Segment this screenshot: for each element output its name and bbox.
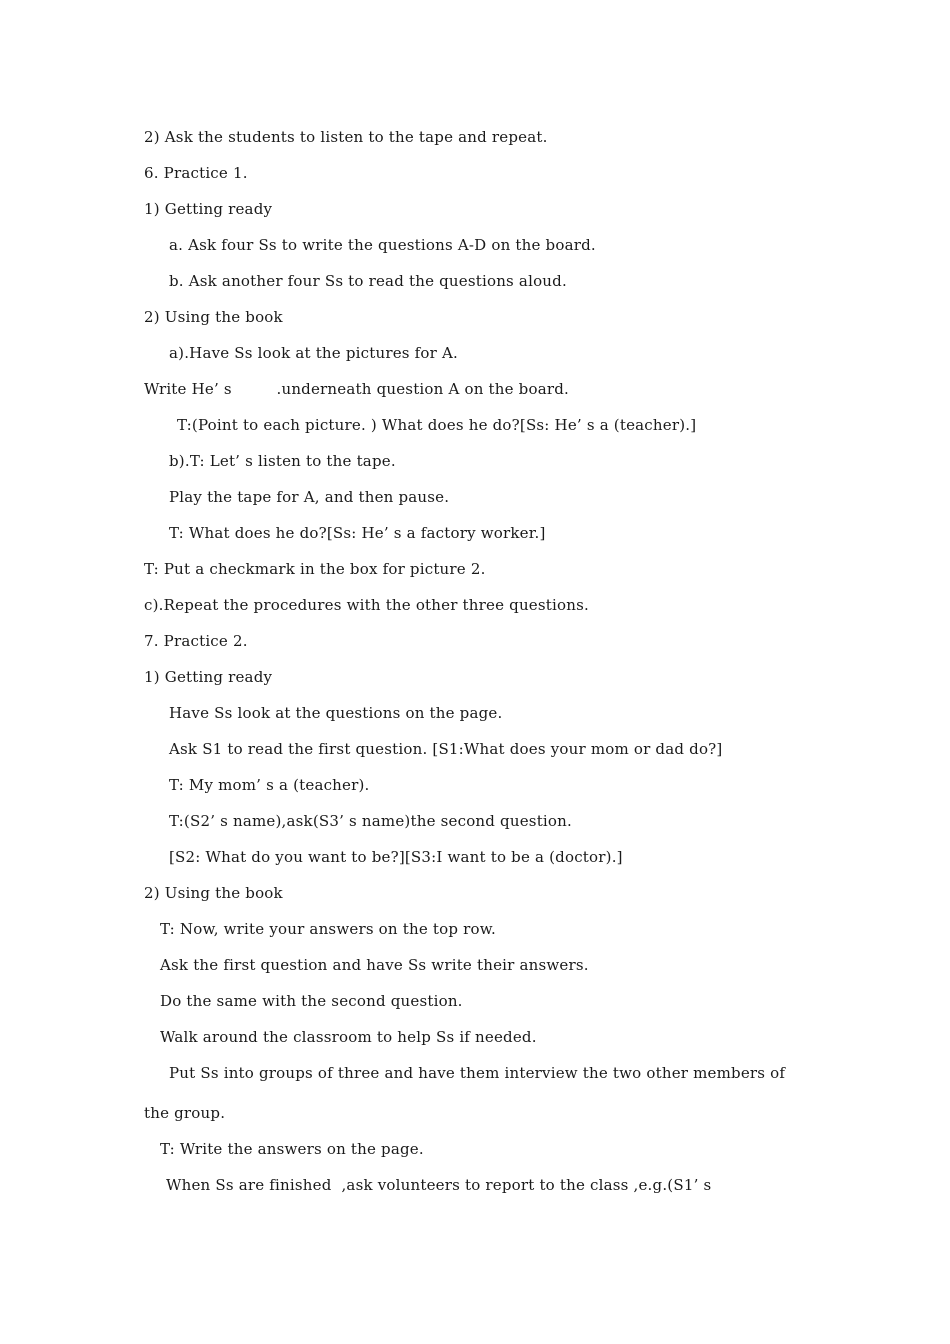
text-line: Have Ss look at the questions on the page. [169,704,503,722]
text-line: 2) Ask the students to listen to the tape and repeat. [144,128,548,146]
text-line: Play the tape for A, and then pause. [169,488,450,506]
subsection-heading: 2) Using the book [144,884,283,902]
text-line: b. Ask another four Ss to read the questions aloud. [169,272,567,290]
text-line: Walk around the classroom to help Ss if needed. [160,1028,537,1046]
text-line: Ask S1 to read the first question. [S1:What does your mom or dad do?] [169,740,723,758]
subsection-heading: 2) Using the book [144,308,283,326]
text-line: T: Write the answers on the page. [160,1140,424,1158]
text-line: a).Have Ss look at the pictures for A. [169,344,458,362]
text-line: a. Ask four Ss to write the questions A-D on the board. [169,236,596,254]
text-line: T: Put a checkmark in the box for picture 2. [144,560,486,578]
section-heading: 6. Practice 1. [144,164,248,182]
text-line: T: My mom’ s a (teacher). [169,776,370,794]
text-line: c).Repeat the procedures with the other three questions. [144,596,589,614]
text-line: b).T: Let’ s listen to the tape. [169,452,396,470]
text-line: Write He’ s .underneath question A on the board. [144,380,569,398]
text-line: T: Now, write your answers on the top row. [160,920,496,938]
text-line: T:(Point to each picture. ) What does he do?[Ss: He’ s a (teacher).] [177,416,697,434]
text-line: Do the same with the second question. [160,992,463,1010]
text-line: Ask the first question and have Ss write their answers. [160,956,589,974]
text-line: Put Ss into groups of three and have them interview the two other members of [169,1064,786,1082]
text-line: the group. [144,1104,226,1122]
text-line: T: What does he do?[Ss: He’ s a factory worker.] [169,524,546,542]
subsection-heading: 1) Getting ready [144,200,273,218]
section-heading: 7. Practice 2. [144,632,248,650]
text-line: [S2: What do you want to be?][S3:I want to be a (doctor).] [169,848,623,866]
text-line: T:(S2’ s name),ask(S3’ s name)the second question. [169,812,572,830]
subsection-heading: 1) Getting ready [144,668,273,686]
text-line: When Ss are finished ,ask volunteers to report to the class ,e.g.(S1’ s [166,1176,712,1194]
